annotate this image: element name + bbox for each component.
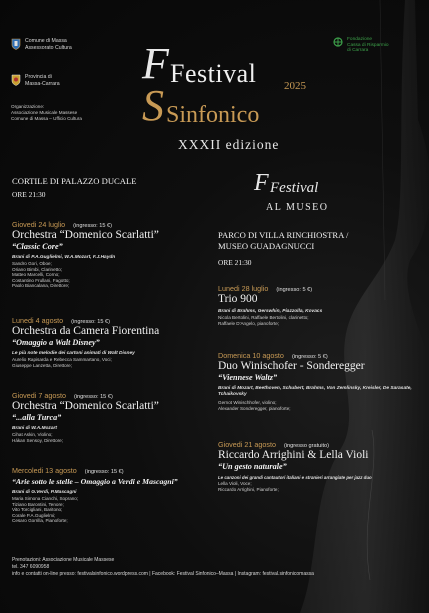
right-event-3 xyxy=(218,440,423,492)
comune-massa-logo xyxy=(11,38,72,51)
event-date: Giovedi 21 agosto xyxy=(218,440,276,449)
right-event-1 xyxy=(218,284,418,326)
museo-venue-line-2: MUSEO GUADAGNUCCI xyxy=(218,241,315,251)
festival-edition: XXXII edizione xyxy=(178,137,280,152)
event-subtitle: “...alla Turca” xyxy=(12,413,62,422)
event-program: Brani di Mozart, Beethoven, Schubert, Brahms, Von Zemlinsky, Kreisler, De Sarasate, Tchaikovsky xyxy=(218,386,412,397)
event-program: Brani di G.Verdi, P.Mascagni xyxy=(12,490,77,495)
fondazione-line-3: di Carrara xyxy=(347,48,369,54)
event-title: Riccardo Arrighini & Lella Violi xyxy=(218,449,369,461)
event-performers xyxy=(12,357,217,368)
event-performers xyxy=(12,496,227,524)
performer: Corale P.A.Guglielmi; xyxy=(12,512,56,518)
right-event-2 xyxy=(218,351,418,411)
festival-museo-logo: F Festival AL MUSEO xyxy=(254,170,329,213)
performer: Raffaele D'Angelo, pianoforte; xyxy=(218,320,280,326)
event-subtitle: “Classic Core” xyxy=(12,242,63,251)
performer: Giuseppe Lanzetta, Direttore; xyxy=(12,362,73,368)
performer: Alexander Sonderegger, pianoforte; xyxy=(218,405,291,411)
event-subtitle: “Omaggio a Walt Disney” xyxy=(12,338,100,347)
event-ticket: (ingresso: 15 €) xyxy=(84,469,124,475)
fondazione-line-2: Cassa di Risparmio xyxy=(347,42,389,48)
event-performers xyxy=(12,261,217,289)
event-date: Lunedi 28 luglio xyxy=(218,284,269,293)
fondazione-line-1: Fondazione xyxy=(347,37,373,42)
event-performers xyxy=(12,432,217,443)
left-event-4 xyxy=(12,466,227,524)
performer: Oriano Bimbi, Clarinetto; xyxy=(12,266,63,272)
comune-line-2: Assessorato Cultura xyxy=(25,44,72,51)
event-program: Brani di W.A.Mozart xyxy=(12,426,57,431)
event-title: Orchestra da Camera Fiorentina xyxy=(12,325,160,337)
performer: Maria Simona Cianchi, Soprano; xyxy=(12,496,79,501)
performer: Hákan Sensoy, Direttore; xyxy=(12,437,63,443)
museo-venue-time: ORE 21:30 xyxy=(218,258,252,267)
sinfonico-word: Sinfonico xyxy=(166,102,260,128)
museo-venue-line-1: PARCO DI VILLA RINCHIOSTRA / xyxy=(218,230,349,240)
event-performers xyxy=(218,481,423,492)
event-ticket: (ingresso: 5 €) xyxy=(276,287,313,293)
event-performers xyxy=(218,400,418,411)
footer-bookings: Prenotazioni: Associazione Musicale Massese xyxy=(12,557,115,563)
left-event-1 xyxy=(12,220,217,289)
fondazione-logo xyxy=(333,37,389,54)
performer: Sandro Gori, Oboe; xyxy=(12,261,52,266)
museo-script: Festival xyxy=(270,180,319,196)
footer-contacts: info e contatti on-line presso: festivalsinfonico.wordpress.com | Facebook: Festival Sinfonico–Massa | Instagram: festival.sinfonicomassa xyxy=(12,571,314,577)
event-ticket: (ingresso: 5 €) xyxy=(291,354,328,360)
footer-phone: tel. 347 6090958 xyxy=(12,564,50,570)
left-event-2 xyxy=(12,316,217,368)
event-title: Orchestra “Domenico Scarlatti” xyxy=(12,400,159,412)
organization-line-1: Associazione Musicale Massese xyxy=(11,109,78,115)
event-subtitle: “Arie sotto le stelle – Omaggio a Verdi e Mascagni” xyxy=(12,477,178,486)
festival-title: F Festival S Sinfonico 2025 XXXII edizione xyxy=(142,39,306,152)
venue-left-time: ORE 21:30 xyxy=(12,190,46,199)
museo-caps: AL MUSEO xyxy=(266,202,329,213)
event-program: Le canzoni dei grandi cantautori italiani e stranieri arrangiate per jazz duo xyxy=(218,475,372,480)
performer: Cesaro Gorrilla, Pianoforte; xyxy=(12,518,68,524)
event-program: Brani di Brahms, Gerswhin, Piazzolla, Kovacs xyxy=(218,309,323,314)
event-subtitle: “Viennese Waltz” xyxy=(218,373,278,382)
performer: Costantino Frullani, Fagotto; xyxy=(12,277,70,283)
performer: Cihat Askin, Violino; xyxy=(12,432,53,437)
festival-word: Festival xyxy=(170,59,257,88)
comune-line-1: Comune di Massa xyxy=(25,38,67,44)
event-performers xyxy=(218,315,418,326)
performer: Nicola Bertolini, Raffaele Bertolini, clarinetto; xyxy=(218,315,309,320)
event-ticket: (ingresso gratuito) xyxy=(283,443,330,449)
organization-block xyxy=(11,104,82,121)
event-program: Brani di P.A.Guglielmi, W.A.Mozart, F.J.Haydn xyxy=(12,255,116,260)
performer: Gernot Winischhofer, violino; xyxy=(218,400,277,405)
massa-crest-icon xyxy=(11,38,21,50)
event-date: Giovedi 7 agosto xyxy=(12,391,66,400)
province-crest-icon xyxy=(11,74,21,86)
performer: Tiziano Barontini, Tenore; xyxy=(12,501,64,507)
event-program: Le più note melodie dei cartoni animati di Walt Disney xyxy=(12,351,135,356)
performer: Vito Torcigliani, Baritono; xyxy=(12,507,63,513)
left-event-3 xyxy=(12,391,217,443)
event-title: Orchestra “Domenico Scarlatti” xyxy=(12,229,159,241)
venue-left-name: CORTILE DI PALAZZO DUCALE xyxy=(12,176,137,186)
footer xyxy=(12,557,422,578)
provincia-logo xyxy=(11,74,60,87)
event-subtitle: “Un gesto naturale” xyxy=(218,462,287,471)
performer: Paolo Biancalana, Direttore; xyxy=(12,283,70,289)
fondazione-logo-icon xyxy=(333,37,343,47)
event-date: Giovedi 24 luglio xyxy=(12,220,66,229)
event-title: Duo Winischofer - Sonderegger xyxy=(218,360,365,372)
organization-label: Organizzazione: xyxy=(11,104,45,109)
provincia-line-1: Provincia di xyxy=(25,74,52,80)
organization-line-2: Comune di Massa – Ufficio Cultura xyxy=(11,115,82,121)
event-ticket: (ingresso: 15 €) xyxy=(73,223,113,229)
performer: Matteo Marcelli, Corno; xyxy=(12,272,60,278)
event-ticket: (ingresso: 15 €) xyxy=(73,394,113,400)
event-ticket: (ingresso: 15 €) xyxy=(71,319,111,325)
performer: Lella Violi, Voce; xyxy=(218,481,252,486)
provincia-line-2: Massa-Carrara xyxy=(25,80,60,87)
performer: Riccardo Arrighini, Pianoforte; xyxy=(218,486,279,492)
event-title: Trio 900 xyxy=(218,293,258,305)
event-date: Lunedi 4 agosto xyxy=(12,316,64,325)
festival-year: 2025 xyxy=(284,80,306,92)
event-date: Domenica 10 agosto xyxy=(218,351,284,360)
performer: Aurelio Rapisarda e Rebecca Sammartano, Voci; xyxy=(12,357,112,362)
event-date: Mercoledi 13 agosto xyxy=(12,466,77,475)
